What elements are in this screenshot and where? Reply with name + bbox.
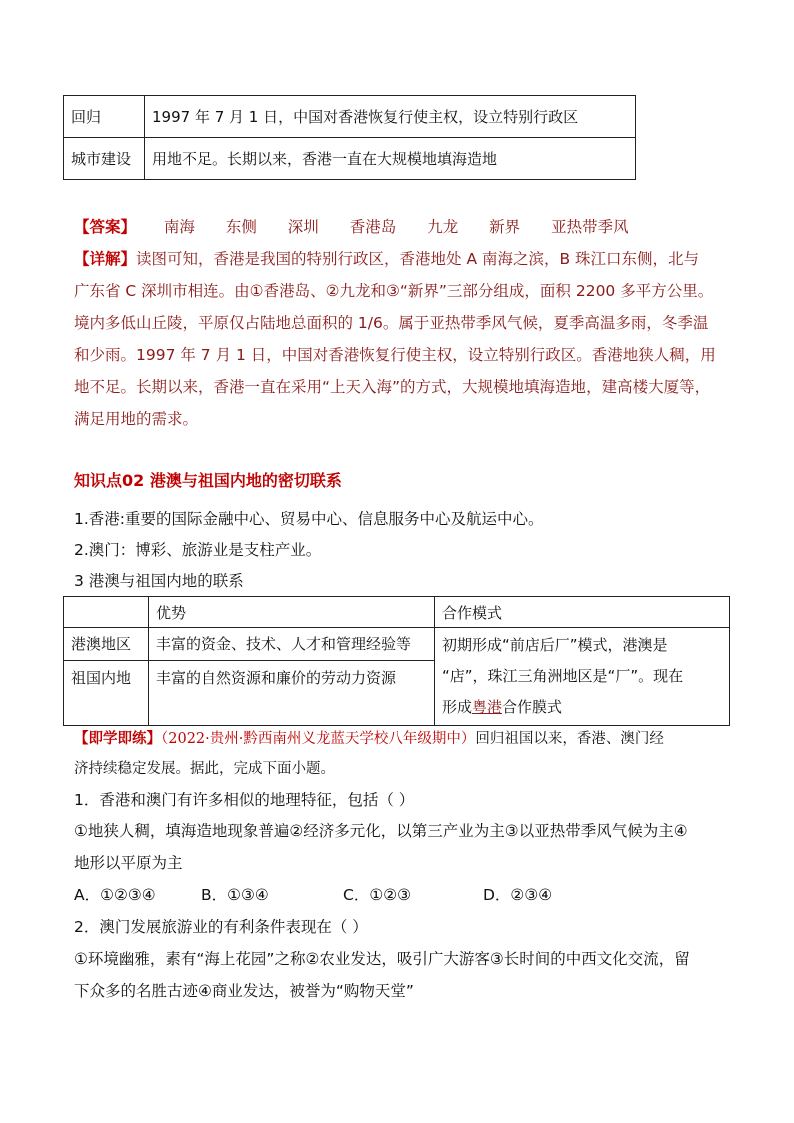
knowledge-point: 3 港澳与祖国内地的联系 — [74, 572, 244, 590]
relation-table — [63, 596, 730, 726]
table-row — [64, 96, 636, 138]
header-cell: 合作模式 — [435, 597, 730, 628]
answer-item: 东侧 — [225, 218, 257, 236]
detail-tag: 【详解】 — [74, 250, 137, 268]
row-advantage: 丰富的资金、技术、人才和管理经验等 — [149, 628, 435, 661]
answer-item: 深圳 — [287, 218, 319, 236]
table-row — [64, 628, 730, 661]
detail-line: 地不足。长期以来，香港一直在采用“上天入海”的方式，大规模地填海造地，建高楼大厦等， — [74, 378, 711, 396]
detail-line: 境内多低山丘陵，平原仅占陆地总面积的 1/6。属于亚热带季风气候，夏季高温多雨，冬季温 — [74, 314, 709, 332]
coop-line: 初期形成“前店后厂”模式，港澳是 — [442, 636, 668, 654]
row-label: 祖国内地 — [64, 660, 149, 725]
detail-paragraph — [74, 243, 716, 435]
row-label: 城市建设 — [64, 138, 145, 180]
history-table — [63, 95, 636, 180]
question-statement: ①环境幽雅，素有“海上花园”之称②农业发达，吸引广大游客③长时间的中西文化交流，留 — [74, 950, 690, 968]
table-row — [64, 138, 636, 180]
option-a[interactable]: A．①②③④ — [74, 886, 156, 904]
practice-source: （2022·贵州·黔西南州义龙蓝天学校八年级期中） — [161, 731, 476, 747]
underlined-term: 粤港 — [472, 698, 503, 716]
question-statement: 下众多的名胜古迹④商业发达，被誉为“购物天堂” — [74, 982, 414, 1000]
question-stem: 2．澳门发展旅游业的有利条件表现在（ ） — [74, 918, 368, 936]
answer-tag: 【答案】 — [74, 218, 137, 236]
coop-line: “店”，珠江三角洲地区是“厂”。现在 — [442, 667, 684, 685]
cooperation-cell — [435, 628, 730, 726]
question-options — [74, 879, 610, 911]
detail-line: 广东省 C 深圳市相连。由①香港岛、②九龙和③“新界”三部分组成，面积 2200 多平方公里。 — [74, 282, 714, 300]
row-label: 港澳地区 — [64, 628, 149, 661]
question-statement: 地形以平原为主 — [74, 854, 183, 872]
row-content: 1997 年 7 月 1 日，中国对香港恢复行使主权，设立特别行政区 — [145, 96, 636, 138]
answer-item: 亚热带季风 — [551, 218, 629, 236]
header-cell: 优势 — [149, 597, 435, 628]
row-advantage: 丰富的自然资源和廉价的劳动力资源 — [149, 660, 435, 725]
question-stem: 1．香港和澳门有许多相似的地理特征，包括（ ） — [74, 791, 415, 809]
option-d[interactable]: D．②③④ — [483, 886, 553, 904]
table-header-row — [64, 597, 730, 628]
answer-item: 南海 — [163, 218, 195, 236]
header-cell — [64, 597, 149, 628]
answer-item: 香港岛 — [349, 218, 397, 236]
coop-line: 形成粤港合作膜式 — [442, 698, 563, 716]
detail-line: 满足用地的需求。 — [74, 410, 199, 428]
question-statement: ①地狭人稠，填海造地现象普遍②经济多元化，以第三产业为主③以亚热带季风气候为主④ — [74, 822, 688, 840]
detail-line: 读图可知，香港是我国的特别行政区，香港地处 A 南海之滨，B 珠江口东侧，北与 — [136, 250, 700, 268]
detail-line: 和少雨。1997 年 7 月 1 日，中国对香港恢复行使主权，设立特别行政区。香港地狭人稠，用 — [74, 346, 716, 364]
row-content: 用地不足。长期以来，香港一直在大规模地填海造地 — [145, 138, 636, 180]
practice-tag: 【即学即练】 — [74, 731, 161, 747]
practice-intro: 【即学即练】（2022·贵州·黔西南州义龙蓝天学校八年级期中）回归祖国以来，香港、澳门经 — [74, 731, 664, 747]
knowledge-point: 2.澳门：博彩、旅游业是支柱产业。 — [74, 541, 322, 559]
answer-item: 九龙 — [427, 218, 459, 236]
row-label: 回归 — [64, 96, 145, 138]
answer-item: 新界 — [489, 218, 521, 236]
section-heading: 知识点02 港澳与祖国内地的密切联系 — [74, 471, 342, 490]
practice-intro-line: 济持续稳定发展。据此，完成下面小题。 — [74, 761, 335, 777]
option-c[interactable]: C．①②③ — [343, 886, 412, 904]
option-b[interactable]: B．①③④ — [201, 886, 269, 904]
knowledge-point: 1.香港:重要的国际金融中心、贸易中心、信息服务中心及航运中心。 — [74, 510, 544, 528]
answer-line — [74, 211, 655, 243]
